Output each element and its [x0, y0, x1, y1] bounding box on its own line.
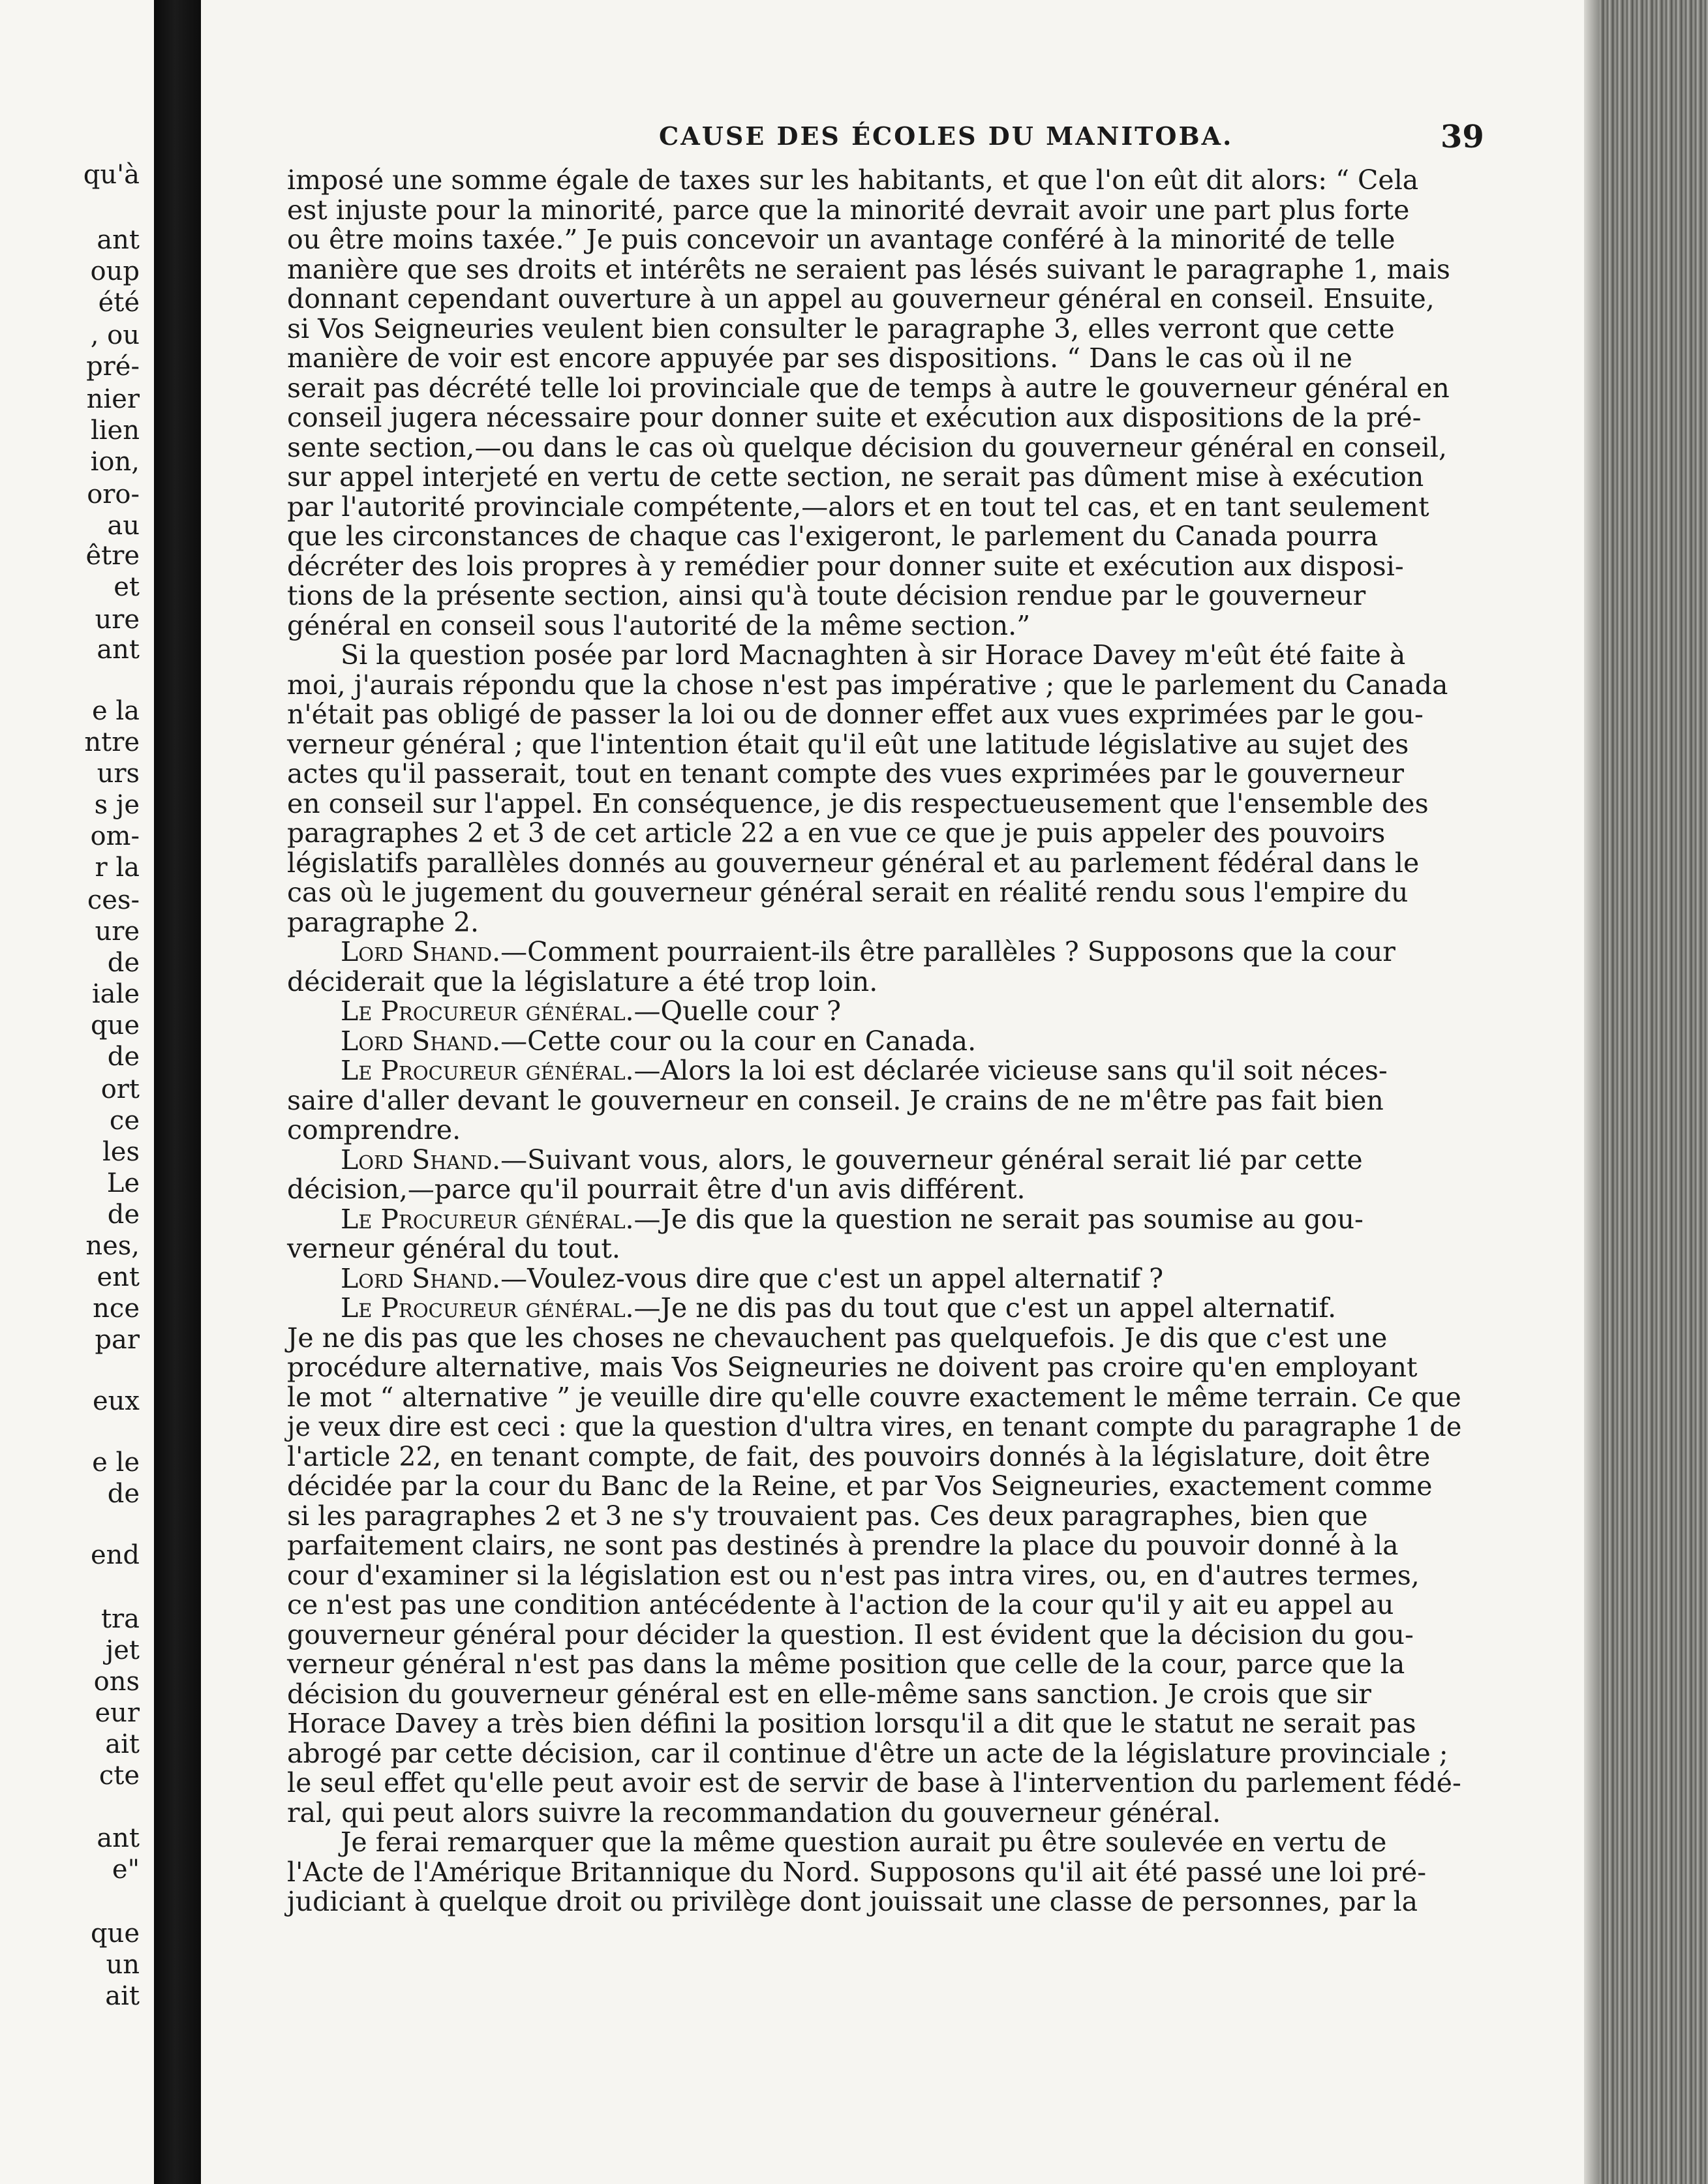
text-line: [287, 225, 1461, 255]
text-line: [287, 1887, 1461, 1917]
margin-fragment: ort: [100, 1074, 140, 1104]
line-text: le mot “ alternative ” je veuille dire qu'elle couvre exactement le même terrain. Ce que: [287, 1381, 1461, 1413]
line-text: —Comment pourraient-ils être parallèles ? Supposons que la cour: [500, 936, 1395, 967]
text-line: [287, 878, 1461, 908]
margin-fragment: ce: [109, 1106, 140, 1136]
line-text: —Suivant vous, alors, le gouverneur général serait lié par cette: [500, 1144, 1363, 1175]
margin-fragment: de: [107, 1042, 140, 1072]
line-text: saire d'aller devant le gouverneur en conseil. Je crains de ne m'être pas fait bien: [287, 1084, 1384, 1116]
margin-fragment: été: [98, 288, 140, 318]
margin-fragment: nce: [93, 1294, 140, 1324]
line-text: conseil jugera nécessaire pour donner suite et exécution aux dispositions de la pré-: [287, 402, 1422, 433]
line-text: ce n'est pas une condition antécédente à l'action de la cour qu'il y ait eu appel au: [287, 1589, 1394, 1620]
text-line: [287, 1828, 1461, 1858]
line-text: judiciant à quelque droit ou privilège dont jouissait une classe de personnes, par la: [287, 1886, 1418, 1917]
margin-fragment: r la: [95, 853, 140, 883]
text-line: [287, 759, 1461, 789]
margin-fragment: e": [112, 1855, 140, 1885]
line-text: sur appel interjeté en vertu de cette section, ne serait pas dûment mise à exécution: [287, 461, 1424, 493]
line-text: décision,—parce qu'il pourrait être d'un avis différent.: [287, 1174, 1026, 1205]
margin-fragment: lien: [90, 416, 140, 446]
text-line: [287, 1027, 1461, 1057]
running-header: CAUSE DES ÉCOLES DU MANITOBA.: [659, 121, 1234, 151]
text-line: [287, 1205, 1461, 1235]
line-text: donnant cependant ouverture à un appel au gouverneur général en conseil. Ensuite,: [287, 283, 1435, 314]
margin-fragment: s je: [94, 790, 140, 820]
margin-fragment: tra: [100, 1604, 140, 1634]
text-line: [287, 1768, 1460, 1798]
margin-fragment: que: [90, 1010, 140, 1040]
text-line: [287, 967, 1461, 997]
margin-fragment: eux: [93, 1386, 140, 1416]
margin-fragment: au: [107, 511, 140, 541]
line-text: Je ne dis pas que les choses ne chevauchent pas quelquefois. Je dis que c'est une: [287, 1322, 1388, 1354]
line-text: procédure alternative, mais Vos Seigneuries ne doivent pas croire qu'en employant: [287, 1352, 1418, 1383]
margin-fragment: les: [102, 1137, 140, 1167]
line-text: manière de voir est encore appuyée par ses dispositions. “ Dans le cas où il ne: [287, 342, 1352, 374]
margin-fragment: de: [107, 1200, 140, 1230]
text-line: [287, 196, 1461, 226]
line-text: que les circonstances de chaque cas l'exigeront, le parlement du Canada pourra: [287, 521, 1379, 552]
text-line: [287, 1680, 1461, 1710]
body-text: [287, 166, 1461, 1917]
text-line: [287, 1294, 1461, 1324]
margin-fragment: un: [106, 1950, 140, 1980]
line-text: sente section,—ou dans le cas où quelque décision du gouverneur général en conseil,: [287, 431, 1448, 463]
text-line: [287, 493, 1461, 523]
text-line: [287, 403, 1461, 433]
line-text: —Quelle cour ?: [633, 995, 841, 1027]
text-line: [287, 789, 1461, 819]
text-line: [287, 522, 1461, 552]
text-line: [287, 552, 1461, 582]
margin-fragment: e la: [91, 696, 140, 726]
page-edge: [1584, 0, 1708, 2184]
line-text: parfaitement clairs, ne sont pas destinés à prendre la place du pouvoir donné à la: [287, 1530, 1399, 1561]
margin-fragment: et: [114, 572, 140, 602]
speaker-name: Le Procureur général.: [341, 995, 634, 1027]
text-line: [287, 284, 1461, 314]
line-text: je veux dire est ceci : que la question d'ultra vires, en tenant compte du paragraphe 1 de: [287, 1411, 1462, 1442]
margin-fragment: cte: [99, 1761, 140, 1791]
line-text: législatifs parallèles donnés au gouverneur général et au parlement fédéral dans le: [287, 847, 1420, 879]
text-line: [287, 1502, 1461, 1532]
text-line: [287, 1561, 1461, 1591]
text-line: [287, 1381, 1461, 1413]
margin-fragment: nes,: [85, 1231, 140, 1261]
text-line: [287, 908, 1461, 938]
margin-fragment: oro-: [87, 479, 140, 509]
text-line: [287, 937, 1461, 967]
line-text: en conseil sur l'appel. En conséquence, je dis respectueusement que l'ensemble des: [287, 787, 1429, 819]
margin-fragment: ait: [105, 1729, 140, 1759]
line-text: ral, qui peut alors suivre la recommandation du gouverneur général.: [287, 1797, 1221, 1828]
line-text: —Je dis que la question ne serait pas soumise au gou-: [633, 1203, 1364, 1235]
margin-fragment: ure: [95, 605, 140, 635]
margin-fragment: end: [90, 1540, 140, 1570]
speaker-name: Lord Shand.: [341, 936, 501, 967]
margin-fragment: par: [95, 1325, 140, 1355]
margin-fragment: eur: [95, 1698, 140, 1728]
line-text: serait pas décrété telle loi provinciale que de temps à autre le gouverneur général en: [287, 372, 1450, 404]
margin-fragment: ons: [93, 1667, 140, 1697]
margin-fragment: ent: [97, 1262, 140, 1292]
line-text: verneur général du tout.: [287, 1233, 620, 1264]
text-line: [287, 1650, 1461, 1680]
margin-fragment: ces-: [87, 885, 140, 915]
text-line: [287, 344, 1461, 374]
line-text: déciderait que la législature a été trop loin.: [287, 965, 878, 997]
line-text: si Vos Seigneuries veulent bien consulter le paragraphe 3, elles verront que cette: [287, 312, 1395, 344]
line-text: paragraphes 2 et 3 de cet article 22 a en vue ce que je puis appeler des pouvoirs: [287, 817, 1386, 849]
line-text: l'article 22, en tenant compte, de fait, des pouvoirs donnés à la législature, doit être: [287, 1440, 1431, 1472]
speaker-name: Le Procureur général.: [341, 1203, 634, 1235]
margin-fragment: e le: [92, 1448, 140, 1478]
line-text: —Voulez-vous dire que c'est un appel alternatif ?: [500, 1262, 1164, 1294]
page-number: 39: [1441, 119, 1484, 155]
speaker-name: Le Procureur général.: [341, 1055, 634, 1086]
text-line: [287, 730, 1461, 760]
margin-fragment: ait: [105, 1981, 140, 2011]
margin-fragment: pré-: [86, 352, 140, 382]
text-line: [287, 1115, 1461, 1145]
line-text: décision du gouverneur général est en elle-même sans sanction. Je crois que sir: [287, 1678, 1371, 1710]
line-text: —Alors la loi est déclarée vicieuse sans qu'il soit néces-: [633, 1055, 1388, 1086]
book-gutter: [154, 0, 201, 2184]
facing-page-fragment: [0, 0, 154, 2184]
text-line: [287, 1264, 1461, 1294]
line-text: n'était pas obligé de passer la loi ou de donner effet aux vues exprimées par le gou-: [287, 699, 1424, 730]
margin-fragment: nier: [86, 384, 140, 414]
margin-fragment: jet: [105, 1635, 140, 1665]
text-line: [287, 1858, 1461, 1888]
text-line: [287, 1709, 1461, 1739]
text-line: [287, 314, 1461, 344]
text-line: [287, 463, 1461, 493]
text-line: [287, 1739, 1461, 1769]
text-line: [287, 1531, 1461, 1561]
line-text: gouverneur général pour décider la question. Il est évident que la décision du gou-: [287, 1618, 1414, 1650]
margin-fragment: iale: [91, 979, 140, 1009]
text-line: [287, 1353, 1461, 1383]
text-line: [287, 1324, 1461, 1354]
line-text: ou être moins taxée.” Je puis concevoir un avantage conféré à la minorité de telle: [287, 224, 1395, 255]
text-line: [287, 1798, 1461, 1828]
line-text: général en conseil sous l'autorité de la même section.”: [287, 609, 1031, 641]
text-line: [287, 819, 1461, 849]
margin-fragment: ure: [95, 917, 140, 947]
line-text: tions de la présente section, ainsi qu'à toute décision rendue par le gouverneur: [287, 580, 1366, 611]
margin-fragment: Le: [106, 1168, 140, 1198]
line-text: par l'autorité provinciale compétente,—alors et en tout tel cas, et en tant seulement: [287, 491, 1429, 523]
margin-fragment: de: [107, 1479, 140, 1509]
margin-fragment: de: [107, 948, 140, 978]
speaker-name: Le Procureur général.: [341, 1292, 634, 1324]
line-text: décréter des lois propres à y remédier pour donner suite et exécution aux disposi-: [287, 550, 1404, 582]
line-text: si les paragraphes 2 et 3 ne s'y trouvaient pas. Ces deux paragraphes, bien que: [287, 1500, 1368, 1532]
margin-fragment: , ou: [90, 320, 140, 350]
margin-fragment: oup: [90, 256, 140, 286]
margin-fragment: ant: [97, 635, 140, 665]
text-line: [287, 1442, 1461, 1472]
line-text: abrogé par cette décision, car il continue d'être un acte de la législature provinciale ;: [287, 1737, 1448, 1769]
speaker-name: Lord Shand.: [341, 1025, 501, 1057]
line-text: est injuste pour la minorité, parce que la minorité devrait avoir une part plus forte: [287, 194, 1410, 226]
text-line: [287, 641, 1461, 671]
margin-fragment: ntre: [84, 727, 140, 757]
speaker-name: Lord Shand.: [341, 1144, 501, 1175]
text-line: [287, 166, 1461, 196]
margin-fragment: que: [90, 1919, 140, 1949]
line-text: paragraphe 2.: [287, 906, 480, 938]
line-text: verneur général n'est pas dans la même position que celle de la cour, parce que la: [287, 1648, 1405, 1680]
line-text: cour d'examiner si la législation est ou n'est pas intra vires, ou, en d'autres termes,: [287, 1559, 1420, 1591]
text-line: [287, 1234, 1461, 1264]
line-text: décidée par la cour du Banc de la Reine, et par Vos Seigneuries, exactement comme: [287, 1470, 1433, 1502]
margin-fragment: om-: [90, 821, 140, 851]
line-text: Horace Davey a très bien défini la position lorsqu'il a dit que le statut ne serait pas: [287, 1708, 1416, 1739]
text-line: [287, 1411, 1462, 1442]
line-text: moi, j'aurais répondu que la chose n'est pas impérative ; que le parlement du Canada: [287, 669, 1448, 701]
line-text: l'Acte de l'Amérique Britannique du Nord. Supposons qu'il ait été passé une loi pré-: [287, 1856, 1427, 1888]
text-line: [287, 1056, 1461, 1086]
line-text: —Cette cour ou la cour en Canada.: [500, 1025, 977, 1057]
text-line: [287, 1145, 1461, 1175]
text-line: [287, 849, 1461, 879]
line-text: le seul effet qu'elle peut avoir est de servir de base à l'intervention du parlement fédé-: [287, 1767, 1461, 1798]
margin-fragment: ant: [97, 1823, 140, 1853]
line-text: verneur général ; que l'intention était qu'il eût une latitude législative au sujet des: [287, 728, 1409, 760]
line-text: manière que ses droits et intérêts ne seraient pas lésés suivant le paragraphe 1, mais: [287, 253, 1450, 285]
line-text: imposé une somme égale de taxes sur les habitants, et que l'on eût dit alors: “ Cela: [287, 164, 1419, 196]
text-line: [287, 1620, 1461, 1650]
text-line: [287, 700, 1461, 730]
line-text: comprendre.: [287, 1114, 461, 1145]
text-line: [287, 1175, 1461, 1205]
text-line: [287, 671, 1461, 701]
text-line: [287, 1086, 1461, 1116]
margin-fragment: urs: [97, 759, 140, 789]
text-line: [287, 255, 1461, 285]
text-line: [287, 581, 1461, 611]
line-text: Je ferai remarquer que la même question aurait pu être soulevée en vertu de: [341, 1827, 1387, 1858]
text-line: [287, 611, 1461, 641]
text-line: [287, 433, 1461, 463]
margin-fragment: qu'à: [83, 160, 140, 190]
line-text: actes qu'il passerait, tout en tenant compte des vues exprimées par le gouverneur: [287, 758, 1405, 789]
line-text: Si la question posée par lord Macnaghten à sir Horace Davey m'eût été faite à: [341, 639, 1406, 671]
line-text: cas où le jugement du gouverneur général serait en réalité rendu sous l'empire du: [287, 877, 1409, 908]
margin-fragment: ion,: [90, 447, 140, 477]
margin-fragment: être: [85, 541, 140, 571]
text-line: [287, 1590, 1461, 1620]
text-line: [287, 997, 1461, 1027]
text-line: [287, 374, 1461, 404]
line-text: —Je ne dis pas du tout que c'est un appel alternatif.: [633, 1292, 1337, 1324]
margin-fragment: ant: [97, 225, 140, 255]
speaker-name: Lord Shand.: [341, 1262, 501, 1294]
text-line: [287, 1472, 1461, 1502]
